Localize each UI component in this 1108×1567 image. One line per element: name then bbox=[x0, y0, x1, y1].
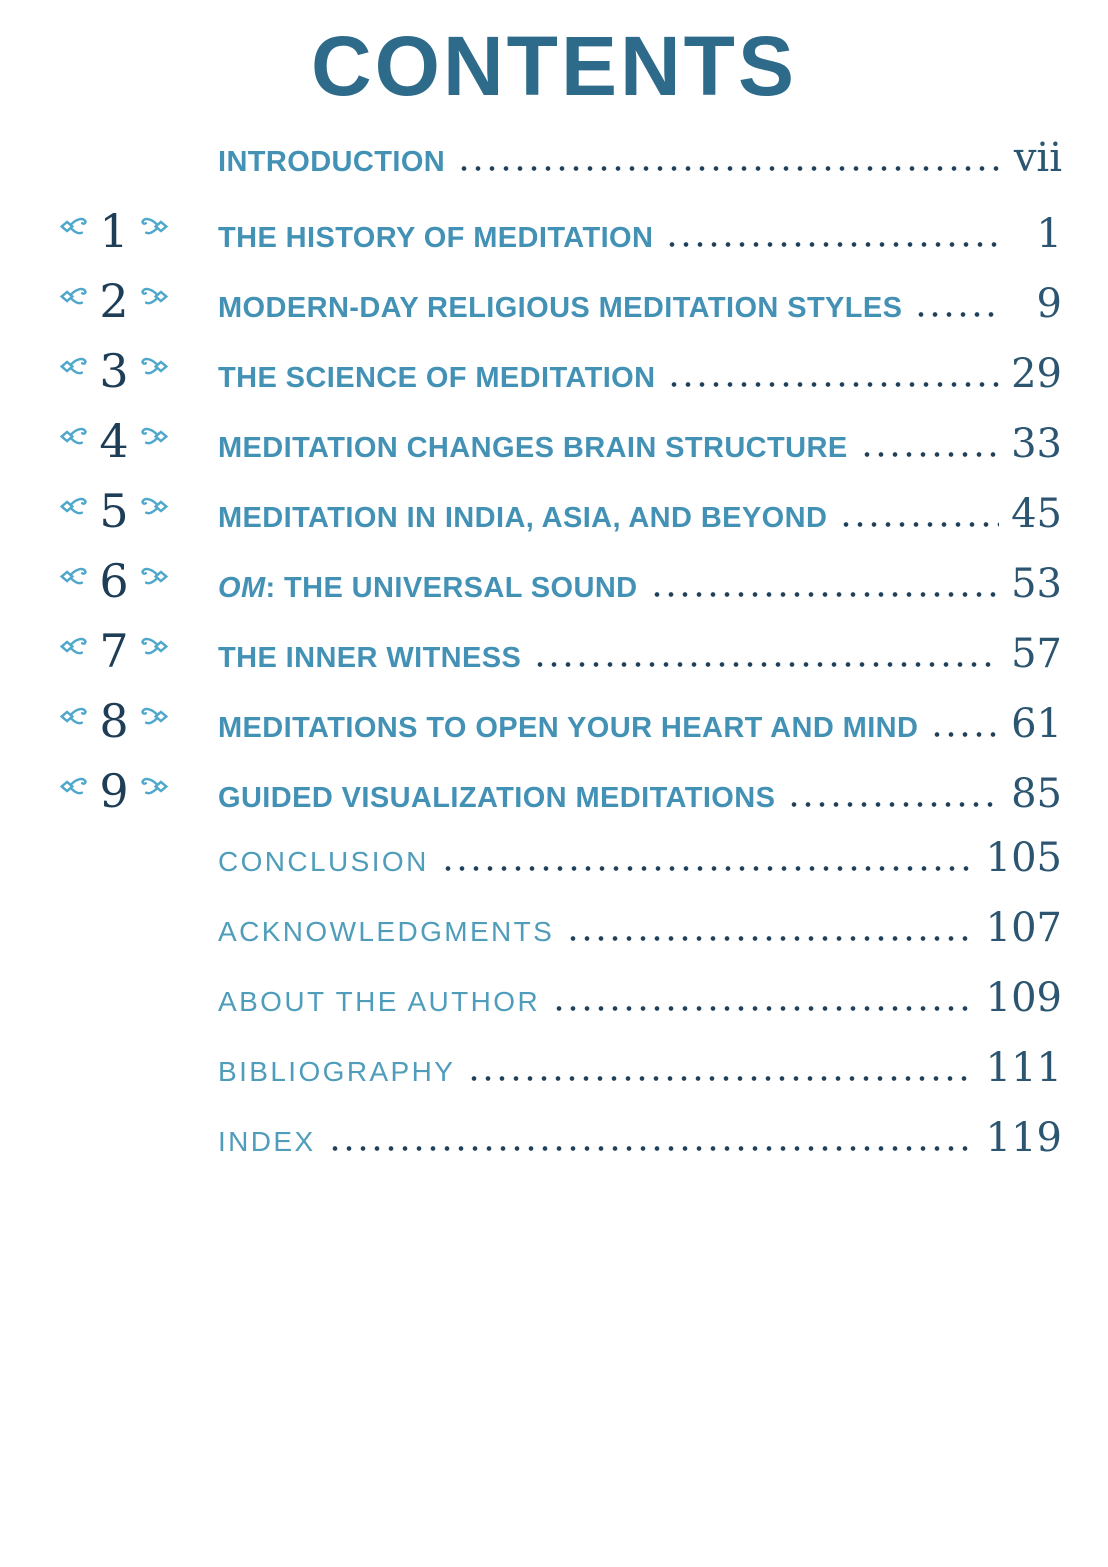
dot-leader bbox=[441, 866, 974, 871]
entry-title bbox=[218, 148, 445, 177]
toc-entry bbox=[0, 754, 1062, 824]
chapter-marker bbox=[0, 694, 218, 748]
vine-diamond-left-ornament-icon bbox=[59, 775, 89, 798]
chapter-number: 4 bbox=[99, 414, 129, 468]
entry-title bbox=[218, 644, 521, 673]
page-number: vii bbox=[1013, 135, 1062, 181]
vine-diamond-right-ornament-icon bbox=[139, 495, 169, 518]
entry-title-italic: OM bbox=[218, 572, 266, 604]
dot-leader bbox=[860, 452, 1000, 457]
entry-title bbox=[218, 574, 638, 603]
toc-entry bbox=[0, 404, 1062, 474]
vine-diamond-right-ornament-icon bbox=[139, 355, 169, 378]
dot-leader bbox=[328, 1146, 974, 1151]
vine-diamond-right-ornament-icon bbox=[139, 565, 169, 588]
vine-diamond-right-ornament-icon bbox=[139, 215, 169, 238]
entry-title bbox=[218, 434, 848, 463]
entry-title bbox=[218, 714, 918, 743]
chapter-number: 2 bbox=[99, 274, 129, 328]
entry-title bbox=[218, 988, 540, 1016]
entry-label: MEDITATION CHANGES BRAIN STRUCTURE bbox=[218, 432, 848, 464]
chapter-number: 7 bbox=[99, 624, 129, 678]
chapter-number: 3 bbox=[99, 344, 129, 398]
page-title: CONTENTS bbox=[311, 19, 797, 113]
entry-title bbox=[218, 1128, 316, 1156]
vine-diamond-left-ornament-icon bbox=[59, 285, 89, 308]
chapter-marker bbox=[0, 414, 218, 468]
entry-title bbox=[218, 1058, 455, 1086]
toc-entry bbox=[0, 894, 1062, 964]
toc-entry bbox=[0, 544, 1062, 614]
page-number: 109 bbox=[985, 975, 1062, 1021]
entry-title bbox=[218, 504, 827, 533]
dot-leader bbox=[667, 382, 999, 387]
page-number: 61 bbox=[1011, 701, 1062, 747]
dot-leader bbox=[552, 1006, 974, 1011]
vine-diamond-left-ornament-icon bbox=[59, 355, 89, 378]
chapter-marker bbox=[0, 624, 218, 678]
toc-entry bbox=[0, 474, 1062, 544]
entry-label: BIBLIOGRAPHY bbox=[218, 1056, 456, 1087]
entry-label: MEDITATIONS TO OPEN YOUR HEART AND MIND bbox=[218, 712, 919, 744]
entry-title bbox=[218, 364, 655, 393]
chapter-marker bbox=[0, 764, 218, 818]
vine-diamond-right-ornament-icon bbox=[139, 635, 169, 658]
vine-diamond-left-ornament-icon bbox=[59, 635, 89, 658]
dot-leader bbox=[457, 166, 1002, 171]
entry-title bbox=[218, 784, 775, 813]
toc-entry bbox=[0, 824, 1062, 894]
page-number: 33 bbox=[1011, 421, 1062, 467]
toc-entry bbox=[0, 1104, 1062, 1174]
toc-entry bbox=[0, 614, 1062, 684]
entry-label: THE SCIENCE OF MEDITATION bbox=[218, 362, 656, 394]
vine-diamond-left-ornament-icon bbox=[59, 565, 89, 588]
toc-entry bbox=[0, 964, 1062, 1034]
entry-label: INTRODUCTION bbox=[218, 146, 446, 178]
entry-label: INDEX bbox=[218, 1126, 316, 1157]
entry-label: MODERN-DAY RELIGIOUS MEDITATION STYLES bbox=[218, 292, 903, 324]
page-number: 85 bbox=[1011, 771, 1062, 817]
page-number: 57 bbox=[1011, 631, 1062, 677]
page-number: 111 bbox=[985, 1045, 1062, 1091]
vine-diamond-right-ornament-icon bbox=[139, 775, 169, 798]
dot-leader bbox=[839, 522, 999, 527]
vine-diamond-left-ornament-icon bbox=[59, 215, 89, 238]
dot-leader bbox=[533, 662, 999, 667]
vine-diamond-right-ornament-icon bbox=[139, 425, 169, 448]
dot-leader bbox=[787, 802, 999, 807]
dot-leader bbox=[566, 936, 973, 941]
toc-entry bbox=[0, 684, 1062, 754]
entry-label: THE HISTORY OF MEDITATION bbox=[218, 222, 654, 254]
entry-label: ACKNOWLEDGMENTS bbox=[218, 916, 555, 947]
toc-entry bbox=[0, 1034, 1062, 1104]
entry-title bbox=[218, 224, 653, 253]
toc-entry bbox=[0, 194, 1062, 264]
vine-diamond-right-ornament-icon bbox=[139, 705, 169, 728]
chapter-marker bbox=[0, 204, 218, 258]
page-number: 105 bbox=[985, 835, 1062, 881]
toc-entry bbox=[0, 124, 1062, 194]
dot-leader bbox=[930, 732, 999, 737]
entry-title bbox=[218, 294, 902, 323]
chapter-marker bbox=[0, 274, 218, 328]
entry-title bbox=[218, 918, 554, 946]
page-number: 1 bbox=[1036, 211, 1062, 257]
page-number: 45 bbox=[1011, 491, 1062, 537]
dot-leader bbox=[467, 1076, 973, 1081]
vine-diamond-left-ornament-icon bbox=[59, 495, 89, 518]
vine-diamond-left-ornament-icon bbox=[59, 705, 89, 728]
chapter-marker bbox=[0, 484, 218, 538]
vine-diamond-left-ornament-icon bbox=[59, 425, 89, 448]
chapter-number: 5 bbox=[99, 484, 129, 538]
page-number: 29 bbox=[1011, 351, 1062, 397]
toc-entry bbox=[0, 264, 1062, 334]
table-of-contents bbox=[0, 124, 1108, 1174]
page-number: 119 bbox=[985, 1115, 1062, 1161]
entry-label: GUIDED VISUALIZATION MEDITATIONS bbox=[218, 782, 776, 814]
toc-entry bbox=[0, 334, 1062, 404]
chapter-marker bbox=[0, 554, 218, 608]
entry-label: MEDITATION IN INDIA, ASIA, AND BEYOND bbox=[218, 502, 828, 534]
chapter-number: 6 bbox=[99, 554, 129, 608]
page-number: 9 bbox=[1036, 281, 1062, 327]
page-number: 53 bbox=[1011, 561, 1062, 607]
chapter-number: 1 bbox=[99, 204, 129, 258]
dot-leader bbox=[650, 592, 1000, 597]
page-number: 107 bbox=[985, 905, 1062, 951]
vine-diamond-right-ornament-icon bbox=[139, 285, 169, 308]
entry-label: CONCLUSION bbox=[218, 846, 429, 877]
dot-leader bbox=[665, 242, 1002, 247]
entry-title bbox=[218, 848, 429, 876]
entry-label: ABOUT THE AUTHOR bbox=[218, 986, 541, 1017]
entry-label: : THE UNIVERSAL SOUND bbox=[265, 572, 638, 604]
chapter-marker bbox=[0, 344, 218, 398]
chapter-number: 8 bbox=[99, 694, 129, 748]
entry-label: THE INNER WITNESS bbox=[218, 642, 522, 674]
dot-leader bbox=[914, 312, 1002, 317]
chapter-number: 9 bbox=[99, 764, 129, 818]
